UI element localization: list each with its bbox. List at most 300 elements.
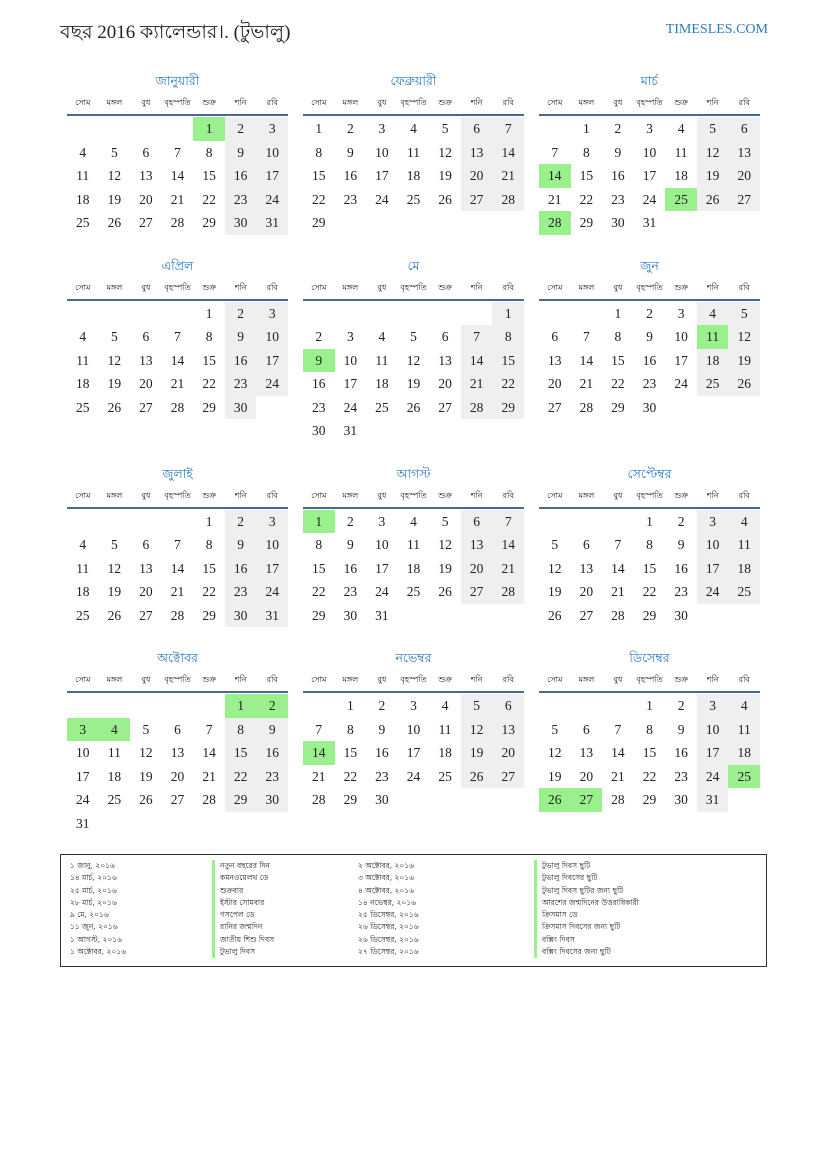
day-cell[interactable]: 9 (346, 144, 354, 160)
day-cell[interactable]: 8 (205, 144, 213, 160)
day-cell[interactable]: 25 (438, 768, 452, 784)
day-cell[interactable]: 5 (410, 329, 417, 344)
day-cell[interactable]: 20 (139, 376, 153, 391)
day-cell[interactable]: 21 (170, 584, 185, 599)
day-cell[interactable]: 18 (697, 349, 729, 373)
day-cell[interactable]: 21 (548, 191, 562, 207)
day-cell[interactable]: 30 (375, 792, 389, 807)
day-cell[interactable]: 18 (406, 560, 421, 576)
day-cell[interactable]: 4 (79, 144, 87, 160)
day-cell[interactable]: 25 (107, 792, 122, 807)
day-cell[interactable]: 16 (225, 349, 257, 373)
day-cell[interactable]: 13 (139, 352, 153, 368)
day-cell[interactable]: 10 (642, 144, 657, 160)
day-cell[interactable]: 24 (256, 372, 288, 396)
day-cell[interactable]: 17 (256, 557, 288, 581)
day-cell[interactable]: 26 (107, 399, 122, 415)
day-cell[interactable]: 12 (406, 352, 421, 368)
day-cell[interactable]: 10 (674, 329, 688, 344)
day-cell[interactable]: 2 (346, 121, 354, 136)
day-cell[interactable]: 19 (139, 768, 153, 784)
day-cell[interactable]: 28 (312, 792, 326, 807)
day-cell[interactable]: 28 (611, 607, 625, 623)
day-cell[interactable]: 25 (406, 584, 421, 599)
holiday-day-cell[interactable]: 14 (303, 741, 335, 765)
day-cell[interactable]: 3 (697, 510, 729, 534)
day-cell[interactable]: 30 (225, 211, 257, 235)
day-cell[interactable]: 29 (642, 607, 657, 623)
day-cell[interactable]: 8 (315, 144, 323, 160)
day-cell[interactable]: 24 (256, 580, 288, 604)
day-cell[interactable]: 19 (548, 584, 562, 599)
day-cell[interactable]: 24 (697, 765, 729, 789)
day-cell[interactable]: 21 (492, 164, 524, 188)
day-cell[interactable]: 21 (492, 557, 524, 581)
day-cell[interactable]: 6 (551, 329, 559, 344)
day-cell[interactable]: 13 (579, 560, 594, 576)
day-cell[interactable]: 10 (375, 537, 389, 552)
day-cell[interactable]: 6 (142, 144, 150, 160)
day-cell[interactable]: 4 (697, 302, 729, 326)
day-cell[interactable]: 2 (677, 513, 685, 529)
day-cell[interactable]: 1 (492, 302, 524, 326)
day-cell[interactable]: 15 (225, 741, 257, 765)
day-cell[interactable]: 21 (170, 191, 185, 207)
day-cell[interactable]: 7 (315, 721, 323, 737)
day-cell[interactable]: 6 (582, 537, 590, 552)
day-cell[interactable]: 4 (677, 121, 685, 136)
day-cell[interactable]: 8 (205, 329, 213, 344)
day-cell[interactable]: 19 (548, 768, 562, 784)
day-cell[interactable]: 17 (674, 352, 688, 368)
day-cell[interactable]: 9 (256, 718, 288, 742)
day-cell[interactable]: 8 (346, 721, 354, 737)
day-cell[interactable]: 13 (579, 745, 594, 760)
day-cell[interactable]: 11 (375, 352, 389, 368)
day-cell[interactable]: 28 (611, 792, 625, 807)
day-cell[interactable]: 29 (202, 215, 216, 230)
day-cell[interactable]: 18 (674, 168, 688, 183)
day-cell[interactable]: 20 (139, 191, 153, 207)
day-cell[interactable]: 15 (492, 349, 524, 373)
day-cell[interactable]: 7 (174, 537, 181, 552)
day-cell[interactable]: 7 (205, 721, 213, 737)
day-cell[interactable]: 26 (438, 191, 452, 207)
holiday-day-cell[interactable]: 14 (539, 164, 571, 188)
day-cell[interactable]: 27 (139, 399, 153, 415)
day-cell[interactable]: 3 (256, 510, 288, 534)
day-cell[interactable]: 28 (579, 399, 594, 415)
day-cell[interactable]: 3 (697, 694, 729, 718)
day-cell[interactable]: 5 (728, 302, 760, 326)
day-cell[interactable]: 16 (225, 557, 257, 581)
holiday-day-cell[interactable]: 9 (303, 349, 335, 373)
day-cell[interactable]: 8 (225, 718, 257, 742)
day-cell[interactable]: 17 (256, 349, 288, 373)
day-cell[interactable]: 25 (728, 580, 760, 604)
day-cell[interactable]: 18 (728, 741, 760, 765)
day-cell[interactable]: 24 (343, 399, 358, 415)
day-cell[interactable]: 29 (642, 792, 657, 807)
day-cell[interactable]: 17 (375, 560, 389, 576)
day-cell[interactable]: 28 (461, 396, 493, 420)
day-cell[interactable]: 23 (674, 768, 688, 784)
day-cell[interactable]: 30 (674, 607, 688, 623)
day-cell[interactable]: 10 (256, 533, 288, 557)
day-cell[interactable]: 5 (110, 144, 118, 160)
day-cell[interactable]: 3 (256, 302, 288, 326)
day-cell[interactable]: 31 (697, 788, 729, 812)
day-cell[interactable]: 30 (674, 792, 688, 807)
day-cell[interactable]: 2 (315, 329, 323, 344)
day-cell[interactable]: 29 (492, 396, 524, 420)
day-cell[interactable]: 7 (582, 329, 590, 344)
day-cell[interactable]: 5 (441, 513, 449, 529)
holiday-day-cell[interactable]: 25 (728, 765, 760, 789)
holiday-day-cell[interactable]: 27 (571, 788, 603, 812)
day-cell[interactable]: 13 (139, 560, 153, 576)
day-cell[interactable]: 17 (375, 168, 389, 183)
holiday-day-cell[interactable]: 28 (539, 211, 571, 235)
day-cell[interactable]: 2 (646, 305, 653, 321)
day-cell[interactable]: 14 (611, 745, 625, 760)
day-cell[interactable]: 3 (378, 513, 386, 529)
day-cell[interactable]: 24 (76, 792, 90, 807)
day-cell[interactable]: 30 (225, 604, 257, 628)
day-cell[interactable]: 25 (76, 215, 90, 230)
day-cell[interactable]: 17 (697, 557, 729, 581)
day-cell[interactable]: 21 (611, 584, 625, 599)
day-cell[interactable]: 15 (312, 168, 326, 183)
day-cell[interactable]: 24 (674, 376, 688, 391)
day-cell[interactable]: 24 (375, 584, 389, 599)
day-cell[interactable]: 14 (492, 533, 524, 557)
day-cell[interactable]: 24 (406, 768, 421, 784)
day-cell[interactable]: 28 (170, 607, 185, 623)
day-cell[interactable]: 7 (492, 117, 524, 141)
day-cell[interactable]: 23 (674, 584, 688, 599)
day-cell[interactable]: 16 (312, 376, 326, 391)
holiday-day-cell[interactable]: 1 (303, 510, 335, 534)
day-cell[interactable]: 11 (728, 718, 760, 742)
day-cell[interactable]: 12 (697, 141, 729, 165)
day-cell[interactable]: 29 (202, 399, 216, 415)
day-cell[interactable]: 19 (697, 164, 729, 188)
day-cell[interactable]: 22 (312, 191, 326, 207)
day-cell[interactable]: 20 (461, 164, 493, 188)
day-cell[interactable]: 8 (646, 721, 653, 737)
day-cell[interactable]: 18 (406, 168, 421, 183)
day-cell[interactable]: 16 (343, 168, 358, 183)
day-cell[interactable]: 13 (461, 533, 493, 557)
day-cell[interactable]: 7 (174, 329, 181, 344)
day-cell[interactable]: 2 (225, 117, 257, 141)
day-cell[interactable]: 20 (139, 584, 153, 599)
day-cell[interactable]: 4 (79, 537, 87, 552)
day-cell[interactable]: 29 (579, 215, 594, 230)
day-cell[interactable]: 20 (728, 164, 760, 188)
day-cell[interactable]: 15 (202, 352, 216, 368)
day-cell[interactable]: 5 (110, 537, 118, 552)
day-cell[interactable]: 15 (611, 352, 625, 368)
day-cell[interactable]: 27 (461, 188, 493, 212)
holiday-day-cell[interactable]: 3 (67, 718, 99, 742)
day-cell[interactable]: 10 (697, 533, 729, 557)
day-cell[interactable]: 25 (697, 372, 729, 396)
day-cell[interactable]: 28 (170, 399, 185, 415)
day-cell[interactable]: 6 (582, 721, 590, 737)
day-cell[interactable]: 16 (674, 560, 688, 576)
day-cell[interactable]: 26 (438, 584, 452, 599)
day-cell[interactable]: 27 (492, 765, 524, 789)
day-cell[interactable]: 10 (76, 745, 90, 760)
day-cell[interactable]: 13 (548, 352, 562, 368)
day-cell[interactable]: 27 (461, 580, 493, 604)
day-cell[interactable]: 19 (438, 168, 452, 183)
day-cell[interactable]: 27 (139, 215, 153, 230)
day-cell[interactable]: 24 (256, 188, 288, 212)
day-cell[interactable]: 9 (677, 721, 685, 737)
day-cell[interactable]: 22 (312, 584, 326, 599)
day-cell[interactable]: 4 (410, 513, 417, 529)
day-cell[interactable]: 23 (225, 188, 257, 212)
day-cell[interactable]: 29 (312, 607, 326, 623)
day-cell[interactable]: 24 (642, 191, 657, 207)
day-cell[interactable]: 23 (343, 191, 358, 207)
day-cell[interactable]: 5 (551, 721, 559, 737)
day-cell[interactable]: 5 (461, 694, 493, 718)
day-cell[interactable]: 1 (646, 513, 653, 529)
day-cell[interactable]: 13 (461, 141, 493, 165)
day-cell[interactable]: 31 (642, 215, 657, 230)
day-cell[interactable]: 20 (548, 376, 562, 391)
day-cell[interactable]: 4 (378, 329, 386, 344)
day-cell[interactable]: 27 (139, 607, 153, 623)
day-cell[interactable]: 12 (548, 560, 562, 576)
day-cell[interactable]: 7 (461, 325, 493, 349)
day-cell[interactable]: 14 (492, 141, 524, 165)
day-cell[interactable]: 28 (202, 792, 216, 807)
day-cell[interactable]: 16 (343, 560, 358, 576)
day-cell[interactable]: 12 (107, 560, 122, 576)
day-cell[interactable]: 1 (646, 698, 653, 713)
day-cell[interactable]: 1 (205, 305, 213, 321)
day-cell[interactable]: 26 (107, 607, 122, 623)
day-cell[interactable]: 22 (202, 584, 216, 599)
day-cell[interactable]: 24 (697, 580, 729, 604)
day-cell[interactable]: 18 (107, 768, 122, 784)
day-cell[interactable]: 15 (343, 745, 358, 760)
day-cell[interactable]: 20 (492, 741, 524, 765)
day-cell[interactable]: 22 (225, 765, 257, 789)
day-cell[interactable]: 11 (107, 745, 121, 760)
day-cell[interactable]: 27 (728, 188, 760, 212)
day-cell[interactable]: 6 (142, 329, 150, 344)
day-cell[interactable]: 5 (697, 117, 729, 141)
day-cell[interactable]: 8 (614, 329, 622, 344)
day-cell[interactable]: 2 (378, 698, 386, 713)
day-cell[interactable]: 29 (312, 215, 326, 230)
day-cell[interactable]: 29 (611, 399, 625, 415)
day-cell[interactable]: 28 (492, 580, 524, 604)
day-cell[interactable]: 6 (174, 721, 181, 737)
day-cell[interactable]: 27 (438, 399, 452, 415)
day-cell[interactable]: 30 (256, 788, 288, 812)
day-cell[interactable]: 26 (107, 215, 122, 230)
day-cell[interactable]: 16 (256, 741, 288, 765)
day-cell[interactable]: 9 (346, 537, 354, 552)
day-cell[interactable]: 5 (142, 721, 150, 737)
day-cell[interactable]: 22 (579, 191, 594, 207)
day-cell[interactable]: 6 (461, 117, 493, 141)
day-cell[interactable]: 21 (202, 768, 216, 784)
day-cell[interactable]: 8 (492, 325, 524, 349)
day-cell[interactable]: 22 (611, 376, 625, 391)
day-cell[interactable]: 16 (225, 164, 257, 188)
day-cell[interactable]: 27 (170, 792, 185, 807)
day-cell[interactable]: 3 (410, 698, 417, 713)
day-cell[interactable]: 19 (107, 376, 122, 391)
day-cell[interactable]: 17 (76, 768, 90, 784)
day-cell[interactable]: 25 (76, 607, 90, 623)
day-cell[interactable]: 20 (170, 768, 185, 784)
day-cell[interactable]: 16 (674, 745, 688, 760)
day-cell[interactable]: 17 (697, 741, 729, 765)
day-cell[interactable]: 26 (461, 765, 493, 789)
day-cell[interactable]: 19 (107, 584, 122, 599)
day-cell[interactable]: 29 (225, 788, 257, 812)
day-cell[interactable]: 6 (461, 510, 493, 534)
day-cell[interactable]: 1 (582, 121, 590, 136)
day-cell[interactable]: 15 (642, 745, 657, 760)
day-cell[interactable]: 7 (551, 144, 559, 160)
day-cell[interactable]: 21 (312, 768, 326, 784)
day-cell[interactable]: 9 (614, 144, 622, 160)
day-cell[interactable]: 3 (378, 121, 386, 136)
day-cell[interactable]: 25 (406, 191, 421, 207)
day-cell[interactable]: 11 (76, 352, 90, 368)
day-cell[interactable]: 2 (677, 698, 685, 713)
day-cell[interactable]: 17 (642, 168, 657, 183)
day-cell[interactable]: 30 (312, 423, 326, 438)
day-cell[interactable]: 16 (642, 352, 657, 368)
day-cell[interactable]: 22 (642, 768, 657, 784)
day-cell[interactable]: 10 (697, 718, 729, 742)
day-cell[interactable]: 14 (170, 560, 185, 576)
day-cell[interactable]: 1 (205, 513, 213, 529)
day-cell[interactable]: 31 (343, 423, 358, 438)
day-cell[interactable]: 26 (548, 607, 562, 623)
day-cell[interactable]: 11 (406, 144, 420, 160)
day-cell[interactable]: 25 (76, 399, 90, 415)
day-cell[interactable]: 2 (614, 121, 622, 136)
day-cell[interactable]: 8 (315, 537, 323, 552)
day-cell[interactable]: 4 (79, 329, 87, 344)
day-cell[interactable]: 17 (343, 376, 358, 391)
day-cell[interactable]: 8 (582, 144, 590, 160)
day-cell[interactable]: 26 (406, 399, 421, 415)
day-cell[interactable]: 21 (579, 376, 594, 391)
day-cell[interactable]: 6 (142, 537, 150, 552)
day-cell[interactable]: 3 (346, 329, 354, 344)
day-cell[interactable]: 15 (312, 560, 326, 576)
day-cell[interactable]: 22 (492, 372, 524, 396)
day-cell[interactable]: 9 (677, 537, 685, 552)
day-cell[interactable]: 1 (614, 305, 622, 321)
day-cell[interactable]: 31 (76, 815, 90, 831)
day-cell[interactable]: 4 (728, 694, 760, 718)
day-cell[interactable]: 30 (611, 215, 625, 230)
day-cell[interactable]: 8 (646, 537, 653, 552)
day-cell[interactable]: 26 (697, 188, 729, 212)
day-cell[interactable]: 6 (728, 117, 760, 141)
day-cell[interactable]: 10 (256, 325, 288, 349)
holiday-day-cell[interactable]: 2 (256, 694, 288, 718)
day-cell[interactable]: 15 (202, 560, 216, 576)
day-cell[interactable]: 2 (225, 302, 257, 326)
holiday-day-cell[interactable]: 11 (697, 325, 729, 349)
day-cell[interactable]: 9 (646, 329, 653, 344)
day-cell[interactable]: 22 (343, 768, 358, 784)
day-cell[interactable]: 1 (315, 121, 323, 136)
day-cell[interactable]: 13 (728, 141, 760, 165)
day-cell[interactable]: 11 (674, 144, 688, 160)
day-cell[interactable]: 4 (410, 121, 417, 136)
day-cell[interactable]: 12 (728, 325, 760, 349)
day-cell[interactable]: 23 (375, 768, 389, 784)
day-cell[interactable]: 8 (205, 537, 213, 552)
day-cell[interactable]: 19 (461, 741, 493, 765)
day-cell[interactable]: 23 (312, 399, 326, 415)
day-cell[interactable]: 14 (170, 168, 185, 183)
day-cell[interactable]: 25 (375, 399, 389, 415)
day-cell[interactable]: 10 (343, 352, 358, 368)
day-cell[interactable]: 2 (225, 510, 257, 534)
day-cell[interactable]: 12 (461, 718, 493, 742)
day-cell[interactable]: 5 (551, 537, 559, 552)
day-cell[interactable]: 3 (677, 305, 685, 321)
day-cell[interactable]: 19 (107, 191, 122, 207)
day-cell[interactable]: 10 (256, 141, 288, 165)
day-cell[interactable]: 14 (611, 560, 625, 576)
day-cell[interactable]: 7 (614, 721, 622, 737)
day-cell[interactable]: 4 (728, 510, 760, 534)
day-cell[interactable]: 14 (202, 745, 216, 760)
day-cell[interactable]: 11 (76, 168, 90, 183)
day-cell[interactable]: 9 (225, 533, 257, 557)
day-cell[interactable]: 18 (728, 557, 760, 581)
day-cell[interactable]: 16 (611, 168, 625, 183)
day-cell[interactable]: 13 (139, 168, 153, 183)
day-cell[interactable]: 20 (579, 584, 594, 599)
holiday-day-cell[interactable]: 26 (539, 788, 571, 812)
day-cell[interactable]: 10 (375, 144, 389, 160)
day-cell[interactable]: 20 (579, 768, 594, 784)
day-cell[interactable]: 5 (441, 121, 449, 136)
day-cell[interactable]: 9 (225, 141, 257, 165)
day-cell[interactable]: 13 (438, 352, 452, 368)
day-cell[interactable]: 26 (139, 792, 153, 807)
day-cell[interactable]: 31 (256, 604, 288, 628)
day-cell[interactable]: 31 (375, 607, 389, 623)
day-cell[interactable]: 7 (614, 537, 622, 552)
day-cell[interactable]: 12 (139, 745, 153, 760)
day-cell[interactable]: 6 (492, 694, 524, 718)
day-cell[interactable]: 23 (225, 372, 257, 396)
day-cell[interactable]: 15 (202, 168, 216, 183)
site-link[interactable]: TIMESLES.COM (665, 22, 768, 37)
day-cell[interactable]: 7 (492, 510, 524, 534)
